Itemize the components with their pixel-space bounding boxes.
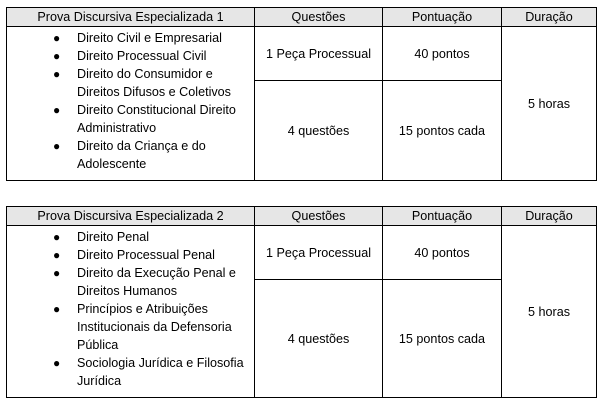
header-questoes: Questões	[255, 207, 383, 226]
bullet-icon: ●	[53, 248, 61, 262]
bullet-icon: ●	[53, 49, 61, 63]
bullet-icon: ●	[53, 302, 61, 316]
exam-table-2	[6, 206, 597, 398]
list-item: ● Direito Constitucional Direito Administrativo	[53, 103, 236, 135]
bullet-icon: ●	[53, 230, 61, 244]
questoes-cell: 1 Peça Processual	[255, 27, 383, 81]
header-pontuacao: Pontuação	[383, 207, 502, 226]
bullet-icon: ●	[53, 103, 61, 117]
header-duracao: Duração	[502, 8, 597, 27]
list-item: ● Sociologia Jurídica e Filosofia Jurídica	[53, 356, 244, 388]
bullet-icon: ●	[53, 266, 61, 280]
list-item: ● Direito da Criança e do Adolescente	[53, 139, 206, 171]
bullet-icon: ●	[53, 31, 61, 45]
pontuacao-cell: 40 pontos	[383, 27, 502, 81]
subject-list	[7, 29, 254, 173]
questoes-cell: 4 questões	[255, 81, 383, 181]
pontuacao-cell: 15 pontos cada	[383, 81, 502, 181]
questoes-cell: 4 questões	[255, 280, 383, 398]
table-title: Prova Discursiva Especializada 2	[7, 207, 255, 226]
questoes-cell: 1 Peça Processual	[255, 226, 383, 280]
list-item: ● Direito da Execução Penal e Direitos Humanos	[53, 266, 236, 298]
list-item: ● Direito Civil e Empresarial	[53, 31, 222, 45]
list-item: ● Princípios e Atribuições Institucionais da Defensoria Pública	[53, 302, 232, 352]
list-item: ● Direito Processual Civil	[53, 49, 207, 63]
pontuacao-cell: 40 pontos	[383, 226, 502, 280]
subjects-cell	[7, 226, 255, 398]
list-item: ● Direito Penal	[53, 230, 150, 244]
list-item: ● Direito Processual Penal	[53, 248, 215, 262]
subjects-cell	[7, 27, 255, 181]
table-title: Prova Discursiva Especializada 1	[7, 8, 255, 27]
subject-list	[7, 228, 254, 390]
pontuacao-cell: 15 pontos cada	[383, 280, 502, 398]
exam-table-1	[6, 7, 597, 181]
header-questoes: Questões	[255, 8, 383, 27]
duration-cell: 5 horas	[502, 27, 597, 181]
bullet-icon: ●	[53, 139, 61, 153]
bullet-icon: ●	[53, 356, 61, 370]
list-item: ● Direito do Consumidor e Direitos Difusos e Coletivos	[53, 67, 231, 99]
header-duracao: Duração	[502, 207, 597, 226]
header-pontuacao: Pontuação	[383, 8, 502, 27]
bullet-icon: ●	[53, 67, 61, 81]
duration-cell: 5 horas	[502, 226, 597, 398]
